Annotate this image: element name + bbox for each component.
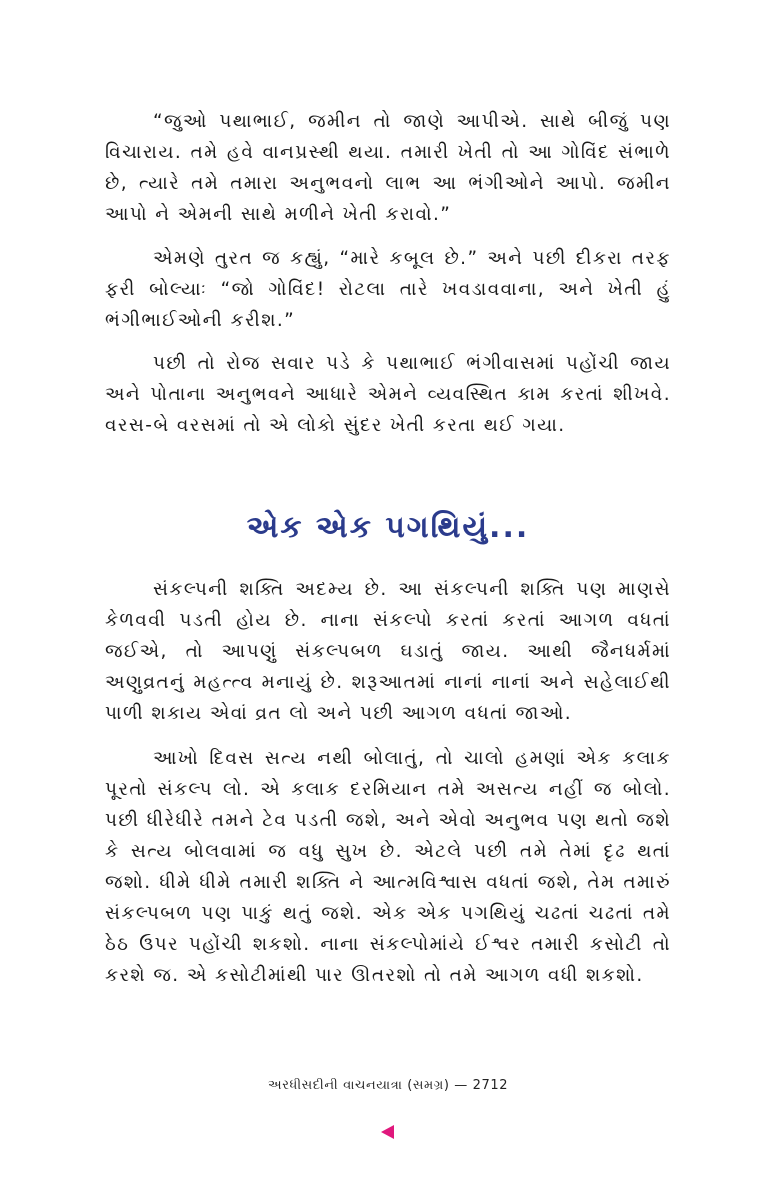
body-paragraph: એમણે તુરત જ કહ્યું, “મારે કબૂલ છે.” અને પછી દીકરા તરફ ફરી બોલ્યાઃ “જો ગોવિંદ! રોટલા તારે ખવડાવવાના, અને ખેતી હું ભંગીભાઈઓની કરીશ.” xyxy=(105,248,671,331)
section-heading: એક એક પગથિયું... xyxy=(246,510,530,545)
prev-page-icon[interactable] xyxy=(381,1125,394,1139)
section-paragraph: આખો દિવસ સત્ય નથી બોલાતું, તો ચાલો હમણાં એક કલાક પૂરતો સંકલ્પ લો. એ કલાક દરમિયાન તમે અસત્ય નહીં જ બોલો. પછી ધીરેધીરે તમને ટેવ પડતી જશે, અને એવો અનુભવ પણ થતો જશે કે સત્ય બોલવામાં જ વધુ સુખ છે. એટલે પછી તમે તેમાં દૃઢ થતાં જશો. ધીમે ધીમે તમારી શક્તિ ને આત્મવિશ્વાસ વધતાં જશે, તેમ તમારું સંકલ્પબળ પણ પાકું થતું જશે. એક એક પગથિયું ચઢતાં ચઢતાં તમે ઠેઠ ઉપર પહોંચી શકશો. નાના સંકલ્પોમાંયે ઈશ્વર તમારી કસોટી તો કરશે જ. એ કસોટીમાંથી પાર ઊતરશો તો તમે આગળ વધી શકશો. xyxy=(105,748,671,986)
page-footer: અરધીસદીની વાચનયાત્રા (સમગ્ર) — 2712 xyxy=(267,1078,509,1093)
body-paragraph: “જુઓ પથાભાઈ, જમીન તો જાણે આપીએ. સાથે બીજું પણ વિચારાય. તમે હવે વાનપ્રસ્થી થયા. તમારી ખેતી તો આ ગોવિંદ સંભાળે છે, ત્યારે તમે તમારા અનુભવનો લાભ આ ભંગીઓને આપો. જમીન આપો ને એમની સાથે મળીને ખેતી કરાવો.” xyxy=(105,111,671,225)
section-paragraph: સંકલ્પની શક્તિ અદમ્ય છે. આ સંકલ્પની શક્તિ પણ માણસે કેળવવી પડતી હોય છે. નાના સંકલ્પો કરતાં કરતાં આગળ વધતાં જઈએ, તો આપણું સંકલ્પબળ ઘડાતું જાય. આથી જૈનધર્મમાં અણુવ્રતનું મહત્ત્વ મનાયું છે. શરૂઆતમાં નાનાં નાનાં અને સહેલાઈથી પાળી શકાય એવાં વ્રત લો અને પછી આગળ વધતાં જાઓ. xyxy=(105,579,671,724)
body-paragraph: પછી તો રોજ સવાર પડે કે પથાભાઈ ભંગીવાસમાં પહોંચી જાય અને પોતાના અનુભવને આધારે એમને વ્યવસ્થિત કામ કરતાં શીખવે. વરસ-બે વરસમાં તો એ લોકો સુંદર ખેતી કરતા થઈ ગયા. xyxy=(105,353,671,436)
